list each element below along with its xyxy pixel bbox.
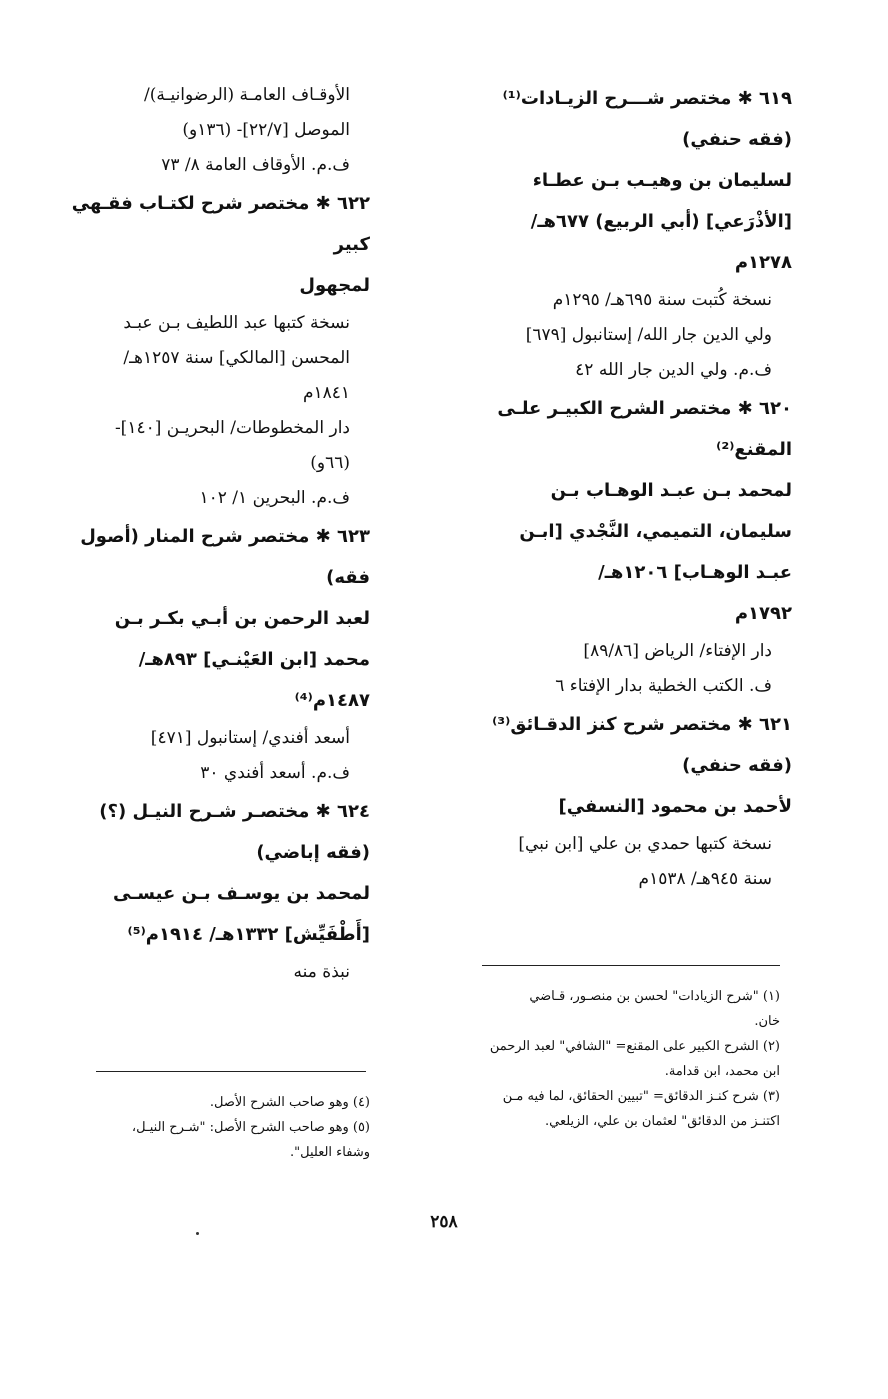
footnotes-left xyxy=(80,1090,370,1165)
entry-detail-line: الموصل [٢٢/٧]- (١٣٦و) xyxy=(182,120,350,140)
entry-detail-line: المحسن [المالكي] سنة ١٢٥٧هـ/ xyxy=(123,348,350,368)
entry-heading-line: ١٧٩٢م xyxy=(734,603,792,624)
entry-detail-line: ف.م. الأوقاف العامة ٨/ ٧٣ xyxy=(161,155,350,175)
entry-detail-line: سنة ٩٤٥هـ/ ١٥٣٨م xyxy=(638,869,772,889)
entry-heading-line: ١٤٨٧م⁽⁴⁾ xyxy=(294,690,370,711)
entry-detail-line: ف. الكتب الخطية بدار الإفتاء ٦ xyxy=(555,676,772,696)
entry-heading-line: عبـد الوهـاب] ١٢٠٦هـ/ xyxy=(598,562,792,583)
entry-detail-line: ف.م. أسعد أفندي ٣٠ xyxy=(200,763,350,783)
entry-heading-line: (فقه إباضي) xyxy=(256,842,370,863)
entry-heading-line: لمحمد بن يوسـف بـن عيسـى xyxy=(112,883,370,904)
entry-heading-line: سليمان، التميمي، النَّجْدي [ابـن xyxy=(519,521,792,542)
entry-heading-line: ٦٢٣ ✱ مختصر شرح المنار (أصول xyxy=(80,526,370,547)
right-column xyxy=(442,78,792,897)
entry-heading-line: ٦١٩ ✱ مختصر شـــرح الزيـادات⁽¹⁾ xyxy=(502,88,792,109)
footnote-line: اكتنـز من الدقائق" لعثمان بن علي، الزيلعي. xyxy=(545,1114,780,1129)
entry-detail-line: نسخة كُتبت سنة ٦٩٥هـ/ ١٢٩٥م xyxy=(552,290,772,310)
entry-heading-line: لسليمان بن وهيـب بـن عطـاء xyxy=(532,170,792,191)
entry-detail-line: نسخة كتبها حمدي بن علي [ابن نبي] xyxy=(518,834,772,854)
footnote-line: (١) "شرح الزيادات" لحسن بن منصـور، قـاضي xyxy=(529,989,780,1004)
entry-detail-line: (٦٦و) xyxy=(310,453,350,473)
entry-detail-line: نسخة كتبها عبد اللطيف بـن عبـد xyxy=(123,313,350,333)
footnote-line: (٢) الشرح الكبير على المقنع= "الشافي" لعبد الرحمن xyxy=(489,1039,780,1054)
footnote-line: وشفاء العليل". xyxy=(290,1145,370,1160)
page-number: ٢٥٨ xyxy=(430,1212,458,1232)
entry-heading-line: (فقه حنفي) xyxy=(682,755,792,776)
entry-heading-line: لأحمد بن محمود [النسفي] xyxy=(558,796,792,817)
entry-heading-line: ٦٢٢ ✱ مختصر شرح لكتـاب فقـهي xyxy=(71,193,370,214)
footnote-line: خان. xyxy=(754,1014,780,1029)
entry-heading-line: ٦٢٤ ✱ مختصـر شـرح النيـل (؟) xyxy=(99,801,370,822)
entry-heading-line: ٦٢١ ✱ مختصر شرح كنز الدقـائق⁽³⁾ xyxy=(492,714,792,735)
scan-mark xyxy=(196,1232,199,1235)
footnote-line: (٤) وهو صاحب الشرح الأصل. xyxy=(209,1095,370,1110)
entry-heading-line: لمحمد بـن عبـد الوهـاب بـن xyxy=(550,480,792,501)
footnotes-right xyxy=(440,984,780,1134)
entry-heading-line: محمد [ابن العَيْنـي] ٨٩٣هـ/ xyxy=(138,649,370,670)
entry-detail-line: الأوقـاف العامـة (الرضوانيـة)/ xyxy=(143,85,350,105)
entry-heading-line: لعبد الرحمن بن أبـي بكـر بـن xyxy=(114,608,370,629)
left-column xyxy=(70,78,370,990)
footnote-line: (٣) شرح كنـز الدقائق= "تبيين الحقائق، لما فيه مـن xyxy=(502,1089,780,1104)
entry-heading-line: [أَطْفَيِّش] ١٣٣٢هـ/ ١٩١٤م⁽⁵⁾ xyxy=(127,924,370,945)
entry-detail-line: دار المخطوطات/ البحريـن [١٤٠]- xyxy=(114,418,350,438)
entry-heading-line: ٦٢٠ ✱ مختصر الشرح الكبيـر علـى xyxy=(497,398,792,419)
entry-detail-line: ف.م. البحرين ١/ ١٠٢ xyxy=(199,488,350,508)
footnote-line: (٥) وهو صاحب الشرح الأصل: "شـرح النيـل، xyxy=(131,1120,370,1135)
entry-detail-line: ف.م. ولي الدين جار الله ٤٢ xyxy=(575,360,772,380)
entry-heading-line: فقه) xyxy=(326,567,370,588)
entry-heading-line: كبير xyxy=(333,234,370,255)
entry-heading-line: (فقه حنفي) xyxy=(682,129,792,150)
entry-heading-line: [الأذْرَعي] (أبي الربيع) ٦٧٧هـ/ xyxy=(530,211,792,232)
footnote-line: ابن محمد، ابن قدامة. xyxy=(664,1064,780,1079)
footnote-separator-left xyxy=(96,1071,366,1072)
entry-heading-line: المقنع⁽²⁾ xyxy=(716,439,792,460)
entry-detail-line: ولي الدين جار الله/ إستانبول [٦٧٩] xyxy=(525,325,772,345)
entry-heading-line: ١٢٧٨م xyxy=(734,252,792,273)
entry-heading-line: لمجهول xyxy=(299,275,370,296)
footnote-separator-right xyxy=(482,965,780,966)
entry-detail-line: ١٨٤١م xyxy=(302,383,350,403)
entry-detail-line: أسعد أفندي/ إستانبول [٤٧١] xyxy=(150,728,350,748)
entry-detail-line: نبذة منه xyxy=(293,962,350,982)
entry-detail-line: دار الإفتاء/ الرياض [٨٩/٨٦] xyxy=(583,641,772,661)
